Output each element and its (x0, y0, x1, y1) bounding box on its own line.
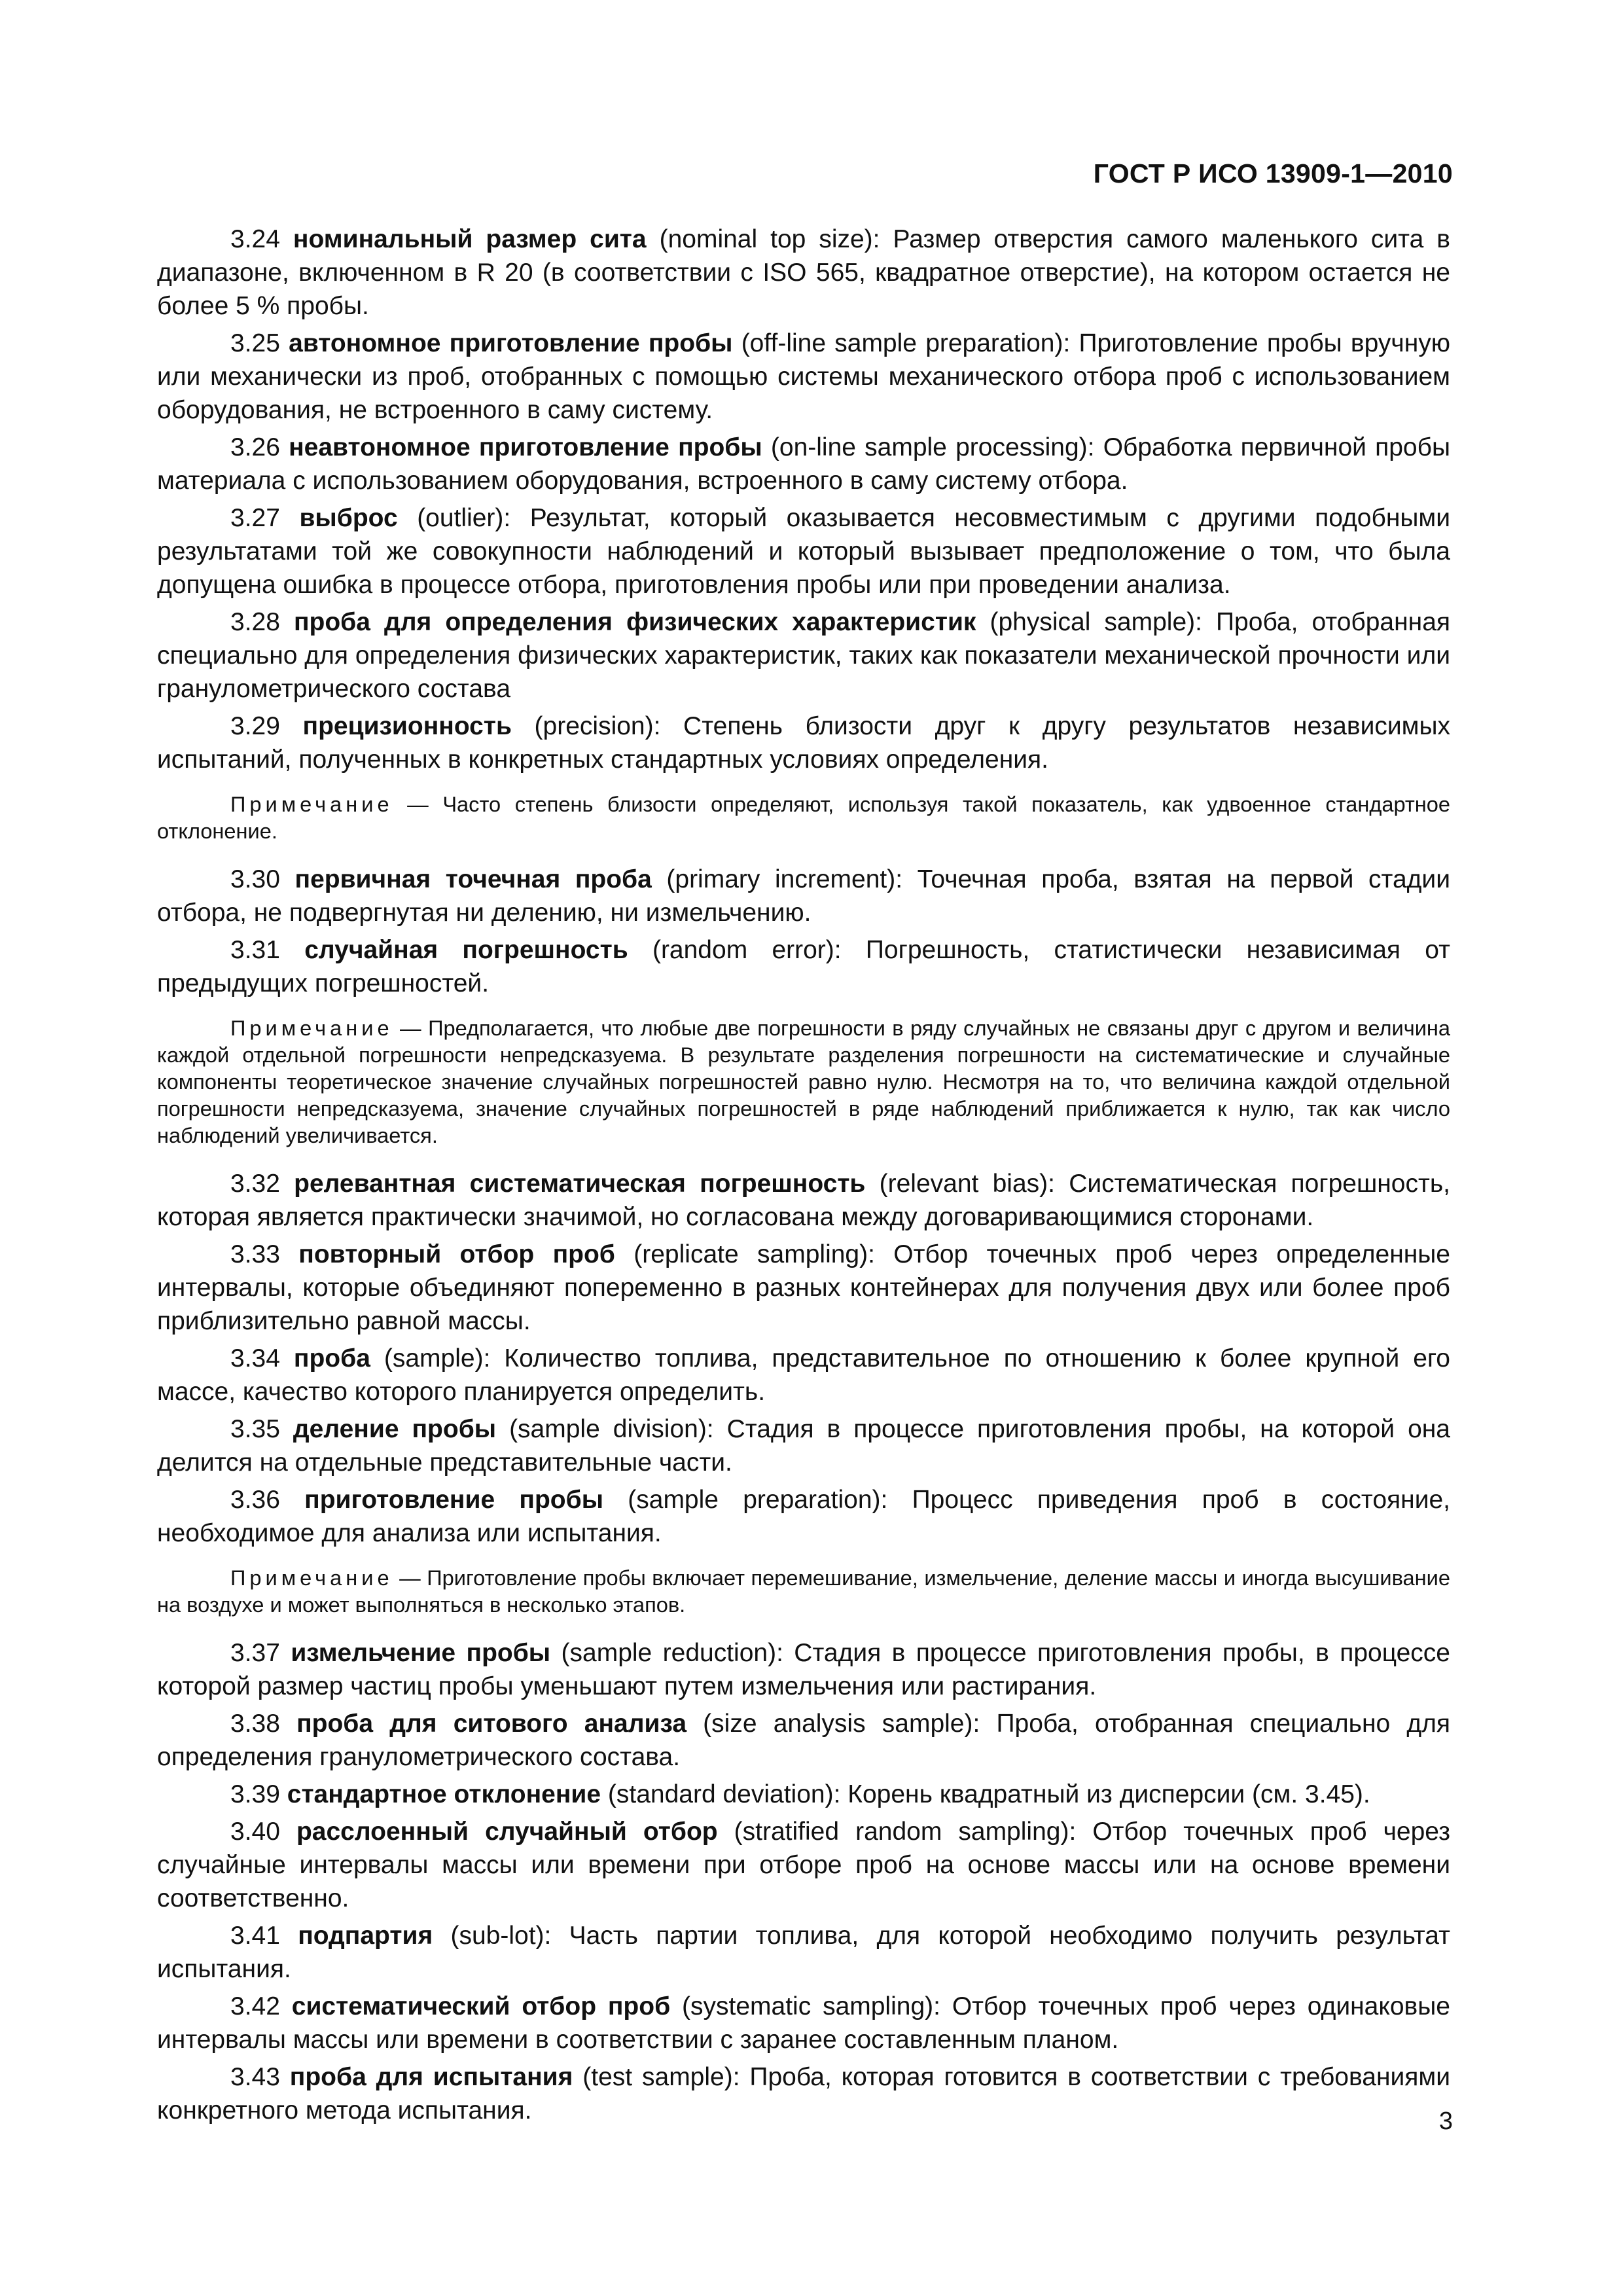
term-number: 3.42 (230, 1992, 280, 2020)
term-number: 3.30 (230, 865, 280, 893)
note (157, 1564, 1450, 1618)
term-definition (157, 933, 1450, 1000)
term-definition (157, 1919, 1450, 1986)
term-name: повторный отбор проб (298, 1240, 615, 1268)
term-text: (random error): Погрешность, статистически независимая от предыдущих погрешностей. (157, 936, 1451, 997)
term-name: проба для испытания (289, 2063, 573, 2091)
term-definition (157, 1238, 1450, 1338)
term-definition (157, 223, 1450, 323)
document-body (157, 223, 1450, 2131)
term-number: 3.38 (230, 1710, 280, 1738)
term-text: (outlier): Результат, который оказывается несовместимым с другими подобными результатами той же совокупности наблюдений и который вызывает предположение о том, что была допущена ошибка в процессе отбора, приготовления пробы или при проведении анализа. (157, 504, 1450, 599)
term-name: стандартное отклонение (287, 1780, 601, 1808)
term-number: 3.37 (230, 1639, 280, 1667)
term-number: 3.41 (230, 1922, 280, 1950)
term-number: 3.43 (230, 2063, 280, 2091)
term-number: 3.35 (230, 1415, 280, 1443)
term-name: неавтономное приготовление пробы (289, 433, 762, 461)
term-definition (157, 1707, 1450, 1774)
term-name: деление пробы (293, 1415, 497, 1443)
note-label: Примечание (230, 1016, 393, 1040)
term-text: (test sample): Проба, которая готовится в соответствии с требованиями конкретного метода испытания. (157, 2063, 1450, 2125)
term-name: подпартия (298, 1922, 433, 1950)
term-definition (157, 2060, 1450, 2127)
term-definition (157, 1990, 1450, 2056)
note (157, 791, 1450, 844)
term-text: (size analysis sample): Проба, отобранная специально для определения гранулометрического состава. (157, 1710, 1450, 1771)
term-number: 3.25 (230, 329, 280, 357)
term-text: (sample): Количество топлива, представительное по отношению к более крупной его массе, качество которого планируется определить. (157, 1344, 1450, 1406)
note (157, 1014, 1450, 1149)
term-definition (157, 327, 1450, 427)
term-number: 3.26 (230, 433, 280, 461)
term-number: 3.34 (230, 1344, 280, 1372)
standard-header: ГОСТ Р ИСО 13909-1—2010 (1093, 158, 1453, 188)
term-number: 3.31 (230, 936, 280, 964)
term-text: (relevant bias): Систематическая погрешность, которая является практически значимой, но согласована между договаривающимися сторонами. (157, 1170, 1450, 1231)
term-name: приготовление пробы (304, 1486, 604, 1514)
term-number: 3.28 (230, 608, 280, 636)
term-number: 3.33 (230, 1240, 280, 1268)
term-text: (physical sample): Проба, отобранная специально для определения физических характеристик, таких как показатели механической прочности или гранулометрического состава (157, 608, 1451, 703)
term-number: 3.36 (230, 1486, 280, 1514)
term-definition (157, 431, 1450, 497)
term-definition (157, 605, 1450, 706)
term-definition (157, 1412, 1450, 1479)
term-text: (stratified random sampling): Отбор точечных проб через случайные интервалы массы или времени при отборе проб на основе массы или на основе времени соответственно. (157, 1818, 1451, 1912)
term-name: случайная погрешность (304, 936, 628, 964)
term-number: 3.27 (230, 504, 280, 532)
term-definition (157, 1483, 1450, 1550)
term-number: 3.39 (230, 1780, 280, 1808)
term-text: (sample reduction): Стадия в процессе приготовления пробы, в процессе которой размер частиц пробы уменьшают путем измельчения или растирания. (157, 1639, 1450, 1700)
term-text: (systematic sampling): Отбор точечных проб через одинаковые интервалы массы или времени в соответствии с заранее составленным планом. (157, 1992, 1450, 2054)
term-name: автономное приготовление пробы (289, 329, 733, 357)
term-definition (157, 709, 1450, 776)
term-number: 3.24 (230, 225, 280, 253)
term-name: выброс (299, 504, 398, 532)
note-text: — Приготовление пробы включает перемешивание, измельчение, деление массы и иногда высушивание на воздухе и может выполняться в несколько этапов. (157, 1566, 1450, 1617)
page-number: 3 (1438, 2108, 1453, 2135)
term-text: (replicate sampling): Отбор точечных проб через определенные интервалы, которые объединяют попеременно в разных контейнерах для получения двух или более проб приблизительно равной массы. (157, 1240, 1450, 1335)
term-text: (primary increment): Точечная проба, взятая на первой стадии отбора, не подвергнутая ни делению, ни измельчению. (157, 865, 1451, 927)
note-label: Примечание (230, 792, 393, 816)
term-definition (157, 1778, 1450, 1811)
term-name: прецизионность (302, 712, 512, 740)
term-text: (standard deviation): Корень квадратный из дисперсии (см. 3.45). (601, 1780, 1370, 1808)
note-label: Примечание (230, 1566, 393, 1590)
term-definition (157, 1167, 1450, 1234)
term-definition (157, 1636, 1450, 1703)
term-text: (off-line sample preparation): Приготовление пробы вручную или механически из проб, отобранных с помощью системы механического отбора проб с использованием оборудования, не встроенного в саму систему. (157, 329, 1451, 424)
term-name: проба для ситового анализа (296, 1710, 687, 1738)
term-name: расслоенный случайный отбор (296, 1818, 718, 1846)
term-definition (157, 863, 1450, 929)
term-name: измельчение пробы (291, 1639, 551, 1667)
term-definition (157, 1342, 1450, 1408)
term-text: (sample division): Стадия в процессе приготовления пробы, на которой она делится на отдельные представительные части. (157, 1415, 1450, 1477)
term-name: номинальный размер сита (293, 225, 647, 253)
term-text: (sub-lot): Часть партии топлива, для которой необходимо получить результат испытания. (157, 1922, 1450, 1983)
term-definition (157, 1815, 1450, 1915)
term-name: релевантная систематическая погрешность (294, 1170, 866, 1198)
term-name: проба (293, 1344, 370, 1372)
term-number: 3.40 (230, 1818, 280, 1846)
term-number: 3.32 (230, 1170, 280, 1198)
note-text: — Предполагается, что любые две погрешности в ряду случайных не связаны друг с другом и величина каждой отдельной погрешности непредсказуема. В результате разделения погрешности на систематические и случайные компоненты теоретическое значение случайных погрешностей равно нулю. Несмотря на то, что величина каждой отдельной погрешности непредсказуема, значение случайных погрешностей в ряде наблюдений приближается к нулю, так как число наблюдений увеличивается. (157, 1016, 1450, 1147)
term-text: (on-line sample processing): Обработка первичной пробы материала с использованием оборудования, встроенного в саму систему отбора. (157, 433, 1450, 495)
term-text: (sample preparation): Процесс приведения проб в состояние, необходимое для анализа или испытания. (157, 1486, 1450, 1547)
note-text: — Часто степень близости определяют, используя такой показатель, как удвоенное стандартное отклонение. (157, 792, 1450, 843)
term-name: проба для определения физических характеристик (293, 608, 976, 636)
term-text: (nominal top size): Размер отверстия самого маленького сита в диапазоне, включенном в R 20 (в соответствии с ISO 565, квадратное отверстие), на котором остается не более 5 % пробы. (157, 225, 1450, 320)
term-name: первичная точечная проба (294, 865, 652, 893)
term-definition (157, 501, 1450, 601)
term-number: 3.29 (230, 712, 280, 740)
term-name: систематический отбор проб (291, 1992, 671, 2020)
term-text: (precision): Степень близости друг к другу результатов независимых испытаний, полученных в конкретных стандартных условиях определения. (157, 712, 1450, 774)
